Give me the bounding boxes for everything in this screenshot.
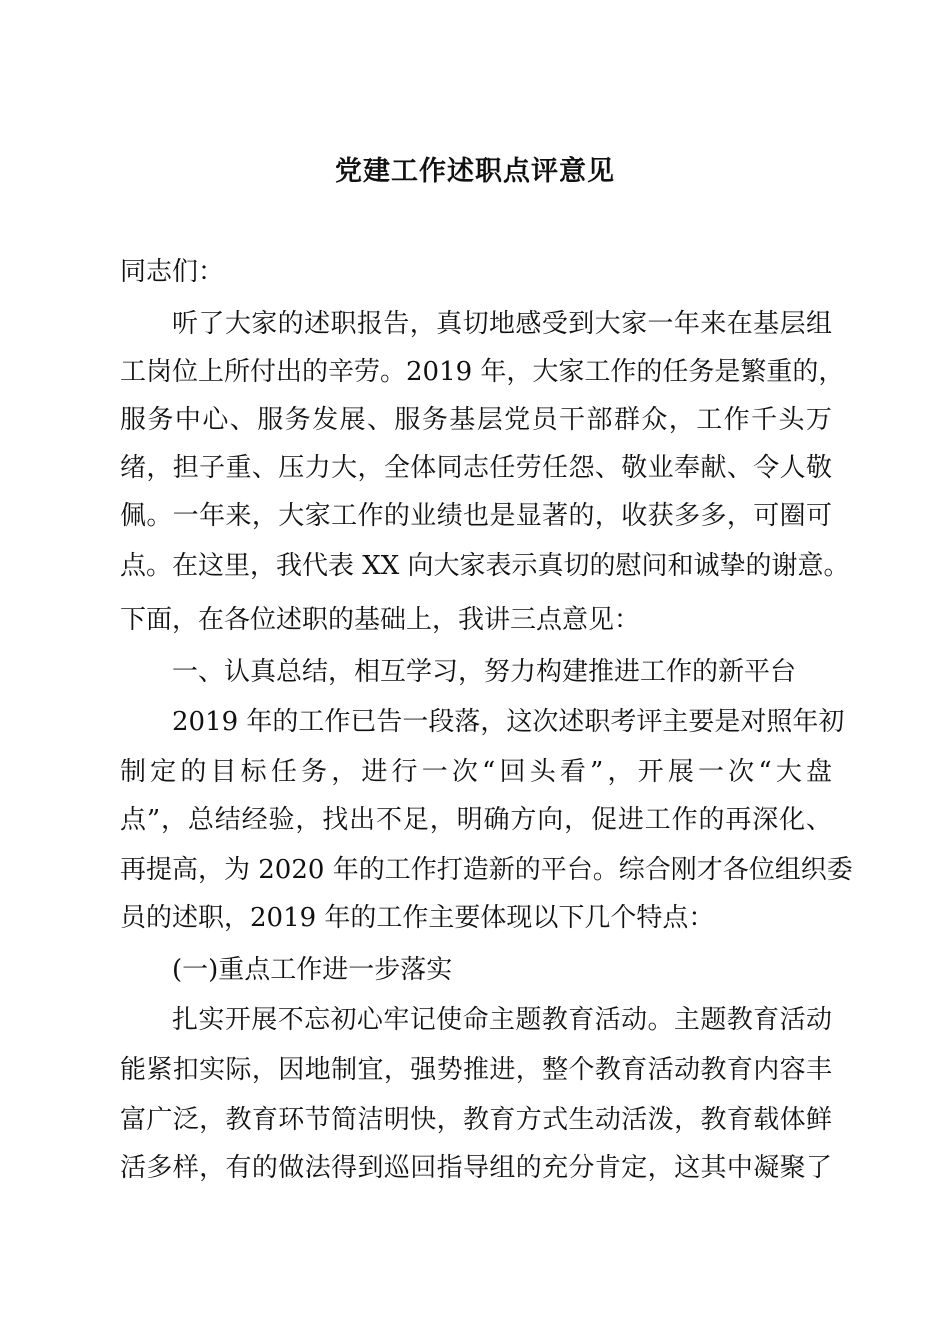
paragraph-line: 听了大家的述职报告，真切地感受到大家一年来在基层组 (172, 309, 832, 339)
paragraph-line: 佩。一年来，大家工作的业绩也是显著的，收获多多，可圈可 (120, 501, 832, 531)
subsection-heading: (一)重点工作进一步落实 (172, 955, 453, 985)
paragraph-line: 工岗位上所付出的辛劳。2019 年，大家工作的任务是繁重的， (120, 357, 845, 387)
paragraph-line: 2019 年的工作已告一段落，这次述职考评主要是对照年初 (172, 707, 845, 737)
paragraph-line: 下面，在各位述职的基础上，我讲三点意见： (120, 605, 641, 635)
section-heading: 一、认真总结，相互学习，努力构建推进工作的新平台 (172, 657, 797, 687)
paragraph-line: 绪，担子重、压力大，全体同志任劳任怨、敬业奉献、令人敬 (120, 453, 832, 483)
document-title: 党建工作述职点评意见 (335, 156, 615, 187)
paragraph-line: 点”，总结经验，找出不足，明确方向，促进工作的再深化、 (120, 805, 832, 835)
paragraph-line: 能紧扣实际，因地制宜，强势推进，整个教育活动教育内容丰 (120, 1055, 832, 1085)
paragraph-line: 服务中心、服务发展、服务基层党员干部群众，工作千头万 (120, 405, 832, 435)
paragraph-line: 员的述职，2019 年的工作主要体现以下几个特点： (120, 903, 715, 933)
paragraph-line: 制定的目标任务，进行一次“回头看”，开展一次“大盘 (120, 757, 832, 787)
paragraph-line: 活多样，有的做法得到巡回指导组的充分肯定，这其中凝聚了 (120, 1153, 832, 1183)
paragraph-line: 富广泛，教育环节简洁明快，教育方式生动活泼，教育载体鲜 (120, 1105, 832, 1135)
paragraph-line: 点。在这里，我代表 XX 向大家表示真切的慰问和诚挚的谢意。 (120, 551, 850, 581)
paragraph-line: 再提高，为 2020 年的工作打造新的平台。综合刚才各位组织委 (120, 855, 853, 885)
salutation-line: 同志们： (120, 257, 225, 287)
paragraph-line: 扎实开展不忘初心牢记使命主题教育活动。主题教育活动 (172, 1005, 832, 1035)
